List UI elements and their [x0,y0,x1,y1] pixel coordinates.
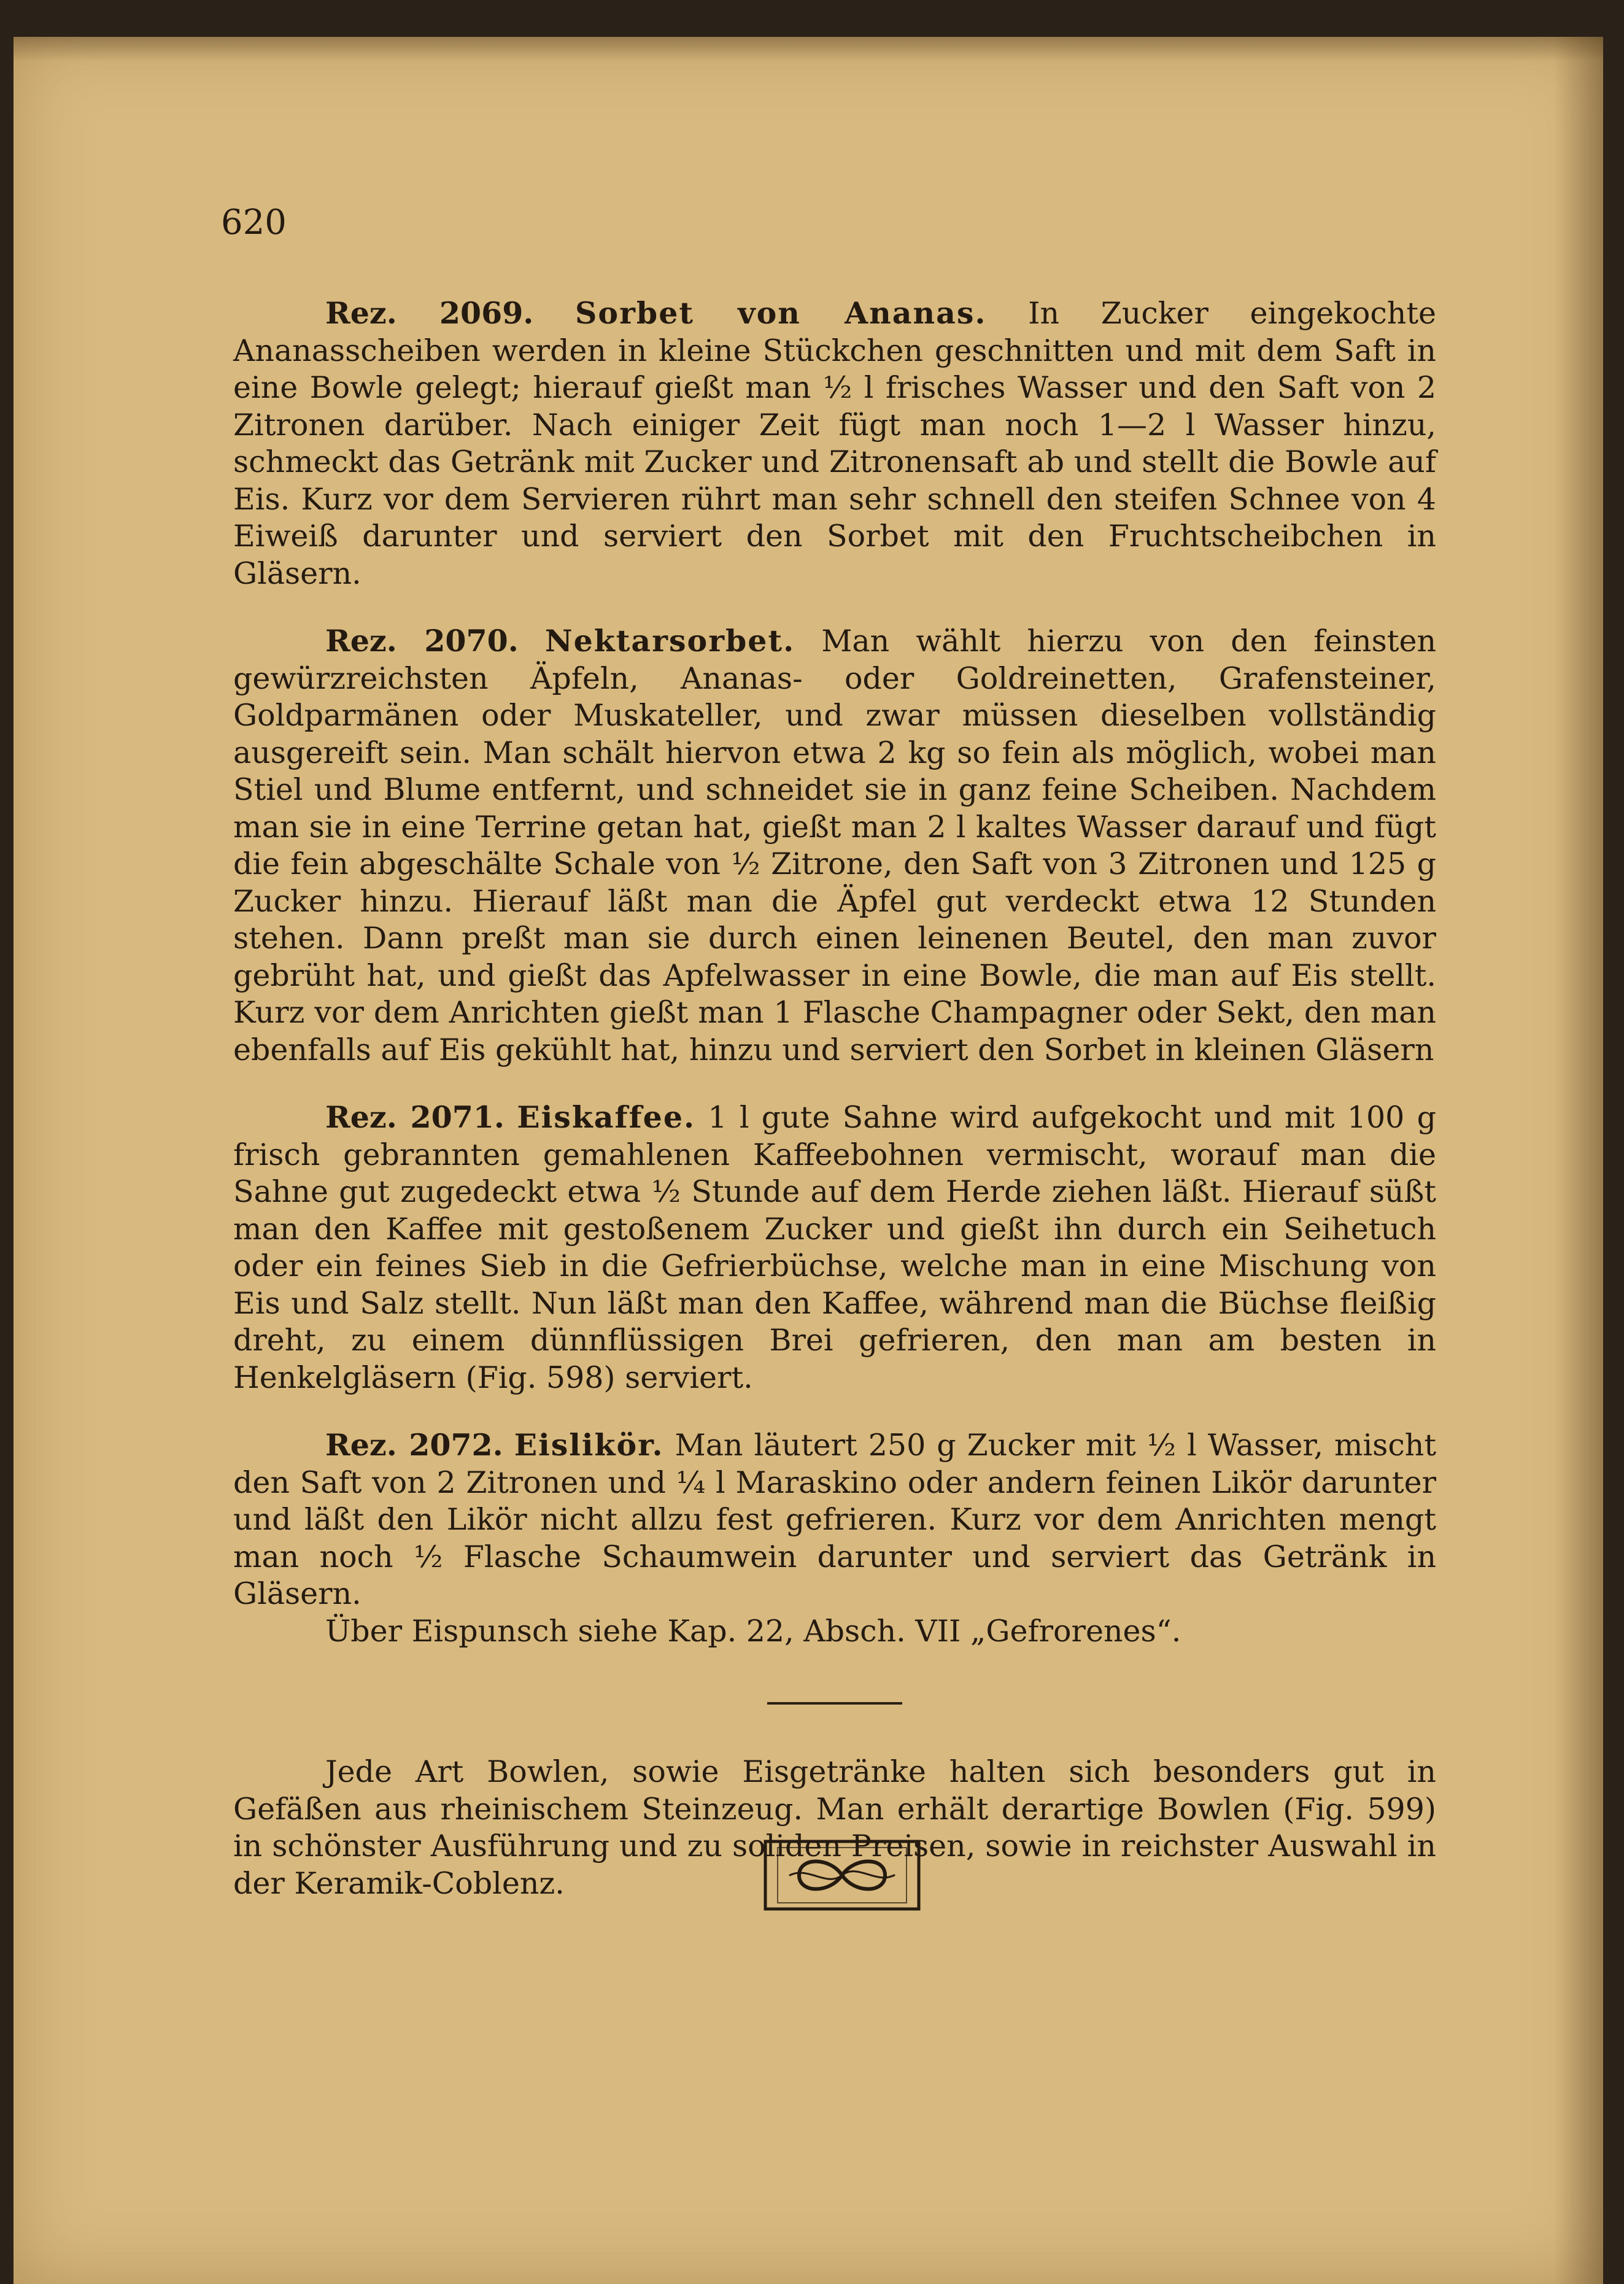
recipe-number: Rez. 2072. [325,1427,503,1463]
recipe-title: Nektarsorbet. [544,623,795,659]
recipe [233,295,1436,592]
recipe-title: Eiskaffee. [517,1099,696,1135]
recipe-body: 1 l gute Sahne wird aufgekocht und mit 100 g frisch gebrannten gemahlenen Kaffeebohnen vermischt, worauf man die Sahne gut zugedeckt etwa ½ Stunde auf dem Herde ziehen läßt. Hierauf süßt man den Kaffee mit gestoßenem Zucker und gießt ihn durch ein Seihetuch oder ein feines Sieb in die Gefrierbüchse, welche man in eine Mischung von Eis und Salz stellt. Nun läßt man den Kaffee, während man die Büchse fleißig dreht, zu einem dünnflüssigen Brei gefrieren, den man am besten in Henkelgläsern (Fig. 598) serviert. [233,1100,1436,1395]
recipe-number: Rez. 2071. [325,1099,505,1135]
cross-reference: Über Eispunsch siehe Kap. 22, Absch. VII „Gefrorenes“. [325,1613,1181,1649]
recipe-body: Man wählt hierzu von den feinsten gewürzreichsten Äpfeln, Ananas- oder Goldreinetten, Grafensteiner, Goldparmänen oder Muskateller, und zwar müssen dieselben vollständig ausgereift sein. Man schält hiervon etwa 2 kg so fein als möglich, wobei man Stiel und Blume entfernt, und schneidet sie in ganz feine Scheiben. Nachdem man sie in eine Terrine getan hat, gießt man 2 l kaltes Wasser darauf und fügt die fein abgeschälte Schale von ½ Zitrone, den Saft von 3 Zitronen und 125 g Zucker hinzu. Hierauf läßt man die Äpfel gut verdeckt etwa 12 Stunden stehen. Dann preßt man sie durch einen leinenen Beutel, den man zuvor gebrüht hat, und gießt das Apfelwasser in eine Bowle, die man auf Eis stellt. Kurz vor dem Anrichten gießt man 1 Flasche Champagner oder Sekt, den man ebenfalls auf Eis gekühlt hat, hinzu und serviert den Sorbet in kleinen Gläsern [233,624,1436,1067]
recipe-number: Rez. 2070. [325,623,519,659]
advertisement-note: Jede Art Bowlen, sowie Eisgetränke halten sich besonders gut in Gefäßen aus rheinischem Steinzeug. Man erhält derartige Bowlen (Fig. 599) in schönster Ausführung und zu soliden Preisen, sowie in reichster Auswahl in der Keramik-Coblenz. [233,1754,1436,1901]
page-text [233,295,1436,1902]
recipe-title: Sorbet von Ananas. [575,295,987,331]
recipe [233,622,1436,1069]
recipe-body: In Zucker eingekochte Ananasscheiben werden in kleine Stückchen geschnitten und mit dem Saft in eine Bowle gelegt; hierauf gießt man ½ l frisches Wasser und den Saft von 2 Zitronen darüber. Nach einiger Zeit fügt man noch 1—2 l Wasser hinzu, schmeckt das Getränk mit Zucker und Zitronensaft ab und stellt die Bowle auf Eis. Kurz vor dem Servieren rührt man sehr schnell den steifen Schnee von 4 Eiweiß darunter und serviert den Sorbet mit den Fruchtscheibchen in Gläsern. [233,296,1437,591]
section-divider [767,1702,902,1705]
page-edge-shadow [14,37,1603,61]
page-spine-shadow [1554,37,1603,2284]
recipe [233,1427,1436,1613]
recipe-body: Man läutert 250 g Zucker mit ½ l Wasser, mischt den Saft von 2 Zitronen und ¼ l Maraskino oder andern feinen Likör darunter und läßt den Likör nicht allzu fest gefrieren. Kurz vor dem Anrichten mengt man noch ½ Flasche Schaumwein darunter und serviert das Getränk in Gläsern. [233,1428,1437,1611]
book-page [14,37,1603,2284]
recipe-title: Eislikör. [514,1427,664,1463]
recipe-number: Rez. 2069. [325,295,534,331]
flourish-ornament-icon [753,1829,931,1921]
recipe [233,1099,1436,1396]
page-number: 620 [221,203,287,242]
